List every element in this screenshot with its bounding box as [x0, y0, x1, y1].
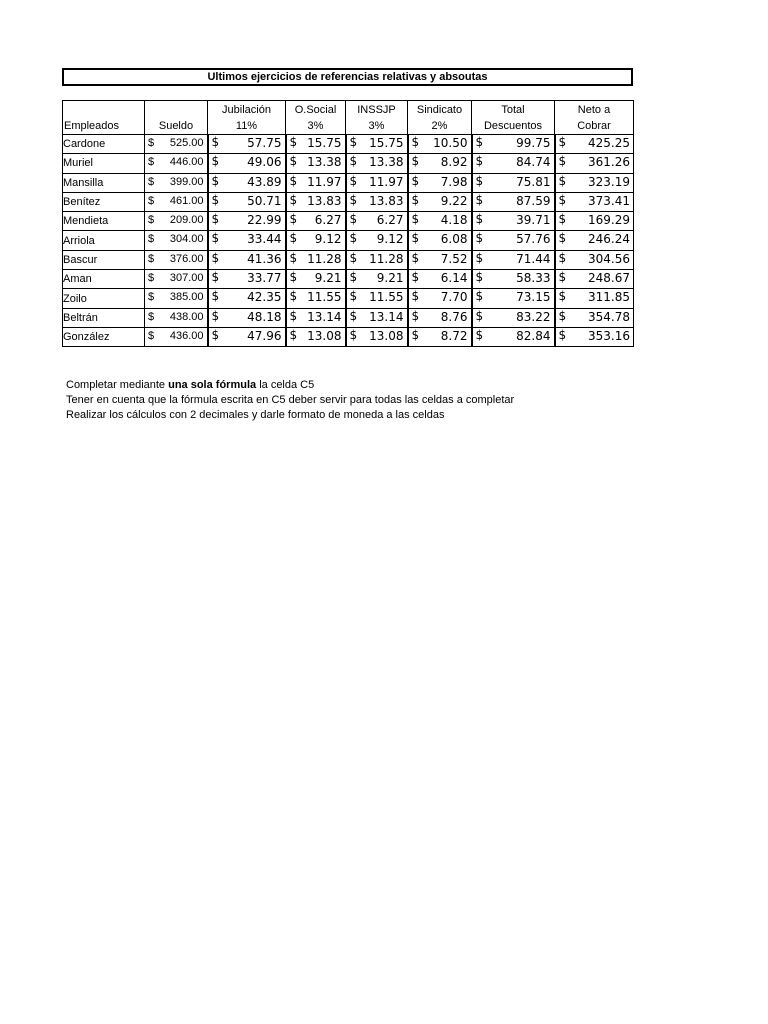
cell-osocial[interactable]: [286, 289, 346, 308]
cell-empleado[interactable]: Zoilo: [63, 289, 145, 308]
cell-empleado[interactable]: Muriel: [63, 154, 145, 173]
currency-symbol: $: [148, 310, 155, 323]
cell-value: 436.00: [169, 329, 204, 342]
currency-symbol: $: [475, 231, 484, 246]
cell-empleado[interactable]: Aman: [63, 270, 145, 289]
cell-jubilacion[interactable]: [208, 212, 286, 231]
cell-value: 8.92: [440, 155, 468, 170]
currency-symbol: $: [148, 214, 155, 227]
table-row: [63, 327, 634, 346]
cell-value: 57.76: [516, 232, 551, 247]
currency-symbol: $: [148, 175, 155, 188]
cell-value: 13.83: [369, 193, 404, 208]
cell-value: 50.71: [247, 193, 282, 208]
cell-value: 6.27: [314, 213, 342, 228]
cell-sueldo[interactable]: [145, 308, 208, 327]
currency-symbol: $: [411, 250, 420, 265]
cell-neto-cobrar[interactable]: [555, 308, 634, 327]
cell-osocial[interactable]: [286, 173, 346, 192]
cell-neto-cobrar[interactable]: [555, 154, 634, 173]
cell-sueldo[interactable]: [145, 327, 208, 346]
cell-value: 43.89: [247, 174, 282, 189]
cell-value: 304.00: [169, 233, 204, 246]
cell-value: 425.25: [588, 136, 630, 150]
cell-empleado[interactable]: Benítez: [63, 192, 145, 211]
cell-inssjp[interactable]: [346, 192, 408, 211]
cell-value: 246.24: [588, 232, 630, 247]
cell-total-descuentos[interactable]: [472, 289, 555, 308]
cell-value: 13.14: [369, 309, 404, 324]
cell-osocial[interactable]: [286, 192, 346, 211]
cell-value: 15.75: [369, 136, 404, 150]
instruction-line-2: Tener en cuenta que la fórmula escrita en C5 deber servir para todas las celdas a completar: [66, 394, 515, 406]
cell-value: 13.38: [307, 155, 342, 170]
cell-inssjp[interactable]: [346, 154, 408, 173]
currency-symbol: $: [211, 212, 220, 227]
currency-symbol: $: [211, 250, 220, 265]
cell-sueldo[interactable]: [145, 154, 208, 173]
cell-jubilacion[interactable]: [208, 270, 286, 289]
cell-total-descuentos[interactable]: [472, 173, 555, 192]
currency-symbol: $: [289, 250, 298, 265]
currency-symbol: $: [411, 231, 420, 246]
cell-value: 11.97: [307, 174, 342, 189]
cell-value: 13.08: [307, 328, 342, 343]
currency-symbol: $: [289, 231, 298, 246]
currency-symbol: $: [211, 135, 220, 149]
currency-symbol: $: [475, 308, 484, 323]
header-total-descuentos[interactable]: Total Descuentos: [472, 101, 555, 135]
cell-value: 84.74: [516, 155, 551, 170]
currency-symbol: $: [558, 250, 567, 265]
currency-symbol: $: [558, 192, 567, 207]
cell-sindicato[interactable]: [408, 192, 472, 211]
currency-symbol: $: [558, 154, 567, 169]
header-osocial[interactable]: O.Social 3%: [286, 101, 346, 135]
cell-sueldo[interactable]: [145, 270, 208, 289]
cell-sindicato[interactable]: [408, 250, 472, 269]
currency-symbol: $: [558, 289, 567, 304]
table-row: [63, 270, 634, 289]
currency-symbol: $: [211, 231, 220, 246]
cell-value: 11.97: [369, 174, 404, 189]
currency-symbol: $: [349, 154, 358, 169]
cell-total-descuentos[interactable]: [472, 327, 555, 346]
cell-value: 8.72: [440, 328, 468, 343]
header-empleados[interactable]: Empleados: [63, 101, 145, 135]
currency-symbol: $: [349, 308, 358, 323]
cell-value: 307.00: [169, 272, 204, 285]
header-sueldo[interactable]: Sueldo: [145, 101, 208, 135]
sheet-title: Ultimos ejercicios de referencias relativas y absoutas: [62, 68, 633, 86]
cell-value: 169.29: [588, 213, 630, 228]
cell-empleado[interactable]: Mansilla: [63, 173, 145, 192]
currency-symbol: $: [475, 154, 484, 169]
currency-symbol: $: [211, 154, 220, 169]
cell-value: 42.35: [247, 290, 282, 305]
currency-symbol: $: [148, 194, 155, 207]
cell-value: 33.77: [247, 271, 282, 286]
header-jubilacion[interactable]: Jubilación 11%: [208, 101, 286, 135]
cell-inssjp[interactable]: [346, 270, 408, 289]
cell-value: 304.56: [588, 251, 630, 266]
cell-sueldo[interactable]: [145, 231, 208, 250]
cell-value: 385.00: [169, 291, 204, 304]
cell-value: 33.44: [247, 232, 282, 247]
cell-value: 58.33: [516, 271, 551, 286]
cell-value: 399.00: [169, 175, 204, 188]
cell-inssjp[interactable]: [346, 135, 408, 154]
table-row: [63, 173, 634, 192]
instruction-line-3: Realizar los cálculos con 2 decimales y darle formato de moneda a las celdas: [66, 409, 445, 421]
currency-symbol: $: [558, 173, 567, 188]
cell-value: 8.76: [440, 309, 468, 324]
cell-value: 248.67: [588, 271, 630, 286]
currency-symbol: $: [349, 173, 358, 188]
cell-inssjp[interactable]: [346, 327, 408, 346]
cell-sueldo[interactable]: [145, 192, 208, 211]
cell-osocial[interactable]: [286, 154, 346, 173]
table-row: [63, 250, 634, 269]
currency-symbol: $: [148, 252, 155, 265]
cell-value: 7.98: [440, 174, 468, 189]
currency-symbol: $: [411, 192, 420, 207]
cell-value: 446.00: [169, 156, 204, 169]
cell-value: 13.38: [369, 155, 404, 170]
cell-value: 48.18: [247, 309, 282, 324]
cell-value: 461.00: [169, 194, 204, 207]
cell-value: 11.28: [307, 251, 342, 266]
currency-symbol: $: [558, 135, 567, 149]
cell-sindicato[interactable]: [408, 212, 472, 231]
cell-neto-cobrar[interactable]: [555, 135, 634, 154]
cell-value: 354.78: [588, 309, 630, 324]
cell-value: 376.00: [169, 252, 204, 265]
cell-osocial[interactable]: [286, 270, 346, 289]
cell-value: 22.99: [247, 213, 282, 228]
currency-symbol: $: [349, 231, 358, 246]
cell-value: 39.71: [516, 213, 551, 228]
currency-symbol: $: [289, 212, 298, 227]
cell-value: 361.26: [588, 155, 630, 170]
cell-sindicato[interactable]: [408, 135, 472, 154]
cell-neto-cobrar[interactable]: [555, 289, 634, 308]
cell-jubilacion[interactable]: [208, 289, 286, 308]
cell-empleado[interactable]: Cardone: [63, 135, 145, 154]
cell-osocial[interactable]: [286, 250, 346, 269]
currency-symbol: $: [411, 308, 420, 323]
cell-jubilacion[interactable]: [208, 135, 286, 154]
cell-inssjp[interactable]: [346, 173, 408, 192]
cell-empleado[interactable]: Mendieta: [63, 212, 145, 231]
currency-symbol: $: [475, 250, 484, 265]
cell-value: 41.36: [247, 251, 282, 266]
cell-jubilacion[interactable]: [208, 250, 286, 269]
currency-symbol: $: [475, 212, 484, 227]
header-sindicato[interactable]: Sindicato 2%: [408, 101, 472, 135]
cell-value: 9.21: [376, 271, 404, 286]
instruction-line-1: Completar mediante una sola fórmula la celda C5: [66, 379, 315, 391]
cell-jubilacion[interactable]: [208, 154, 286, 173]
currency-symbol: $: [211, 192, 220, 207]
cell-sindicato[interactable]: [408, 173, 472, 192]
currency-symbol: $: [475, 173, 484, 188]
cell-total-descuentos[interactable]: [472, 212, 555, 231]
cell-value: 373.41: [588, 193, 630, 208]
cell-value: 49.06: [247, 155, 282, 170]
currency-symbol: $: [211, 327, 220, 342]
currency-symbol: $: [289, 135, 298, 149]
table-row: [63, 212, 634, 231]
cell-total-descuentos[interactable]: [472, 250, 555, 269]
cell-sindicato[interactable]: [408, 154, 472, 173]
currency-symbol: $: [349, 327, 358, 342]
cell-sueldo[interactable]: [145, 212, 208, 231]
currency-symbol: $: [411, 135, 420, 149]
cell-osocial[interactable]: [286, 308, 346, 327]
currency-symbol: $: [148, 272, 155, 285]
cell-value: 7.70: [440, 290, 468, 305]
cell-empleado[interactable]: Arriola: [63, 231, 145, 250]
cell-value: 57.75: [247, 136, 282, 150]
currency-symbol: $: [349, 212, 358, 227]
cell-neto-cobrar[interactable]: [555, 192, 634, 211]
cell-value: 11.55: [307, 290, 342, 305]
table-row: [63, 192, 634, 211]
currency-symbol: $: [475, 270, 484, 285]
payroll-table: [62, 100, 634, 347]
cell-value: 15.75: [307, 136, 342, 150]
cell-value: 4.18: [440, 213, 468, 228]
currency-symbol: $: [411, 212, 420, 227]
currency-symbol: $: [289, 308, 298, 323]
table-row: [63, 154, 634, 173]
cell-value: 13.83: [307, 193, 342, 208]
cell-inssjp[interactable]: [346, 289, 408, 308]
cell-value: 9.21: [314, 271, 342, 286]
currency-symbol: $: [349, 135, 358, 149]
cell-sindicato[interactable]: [408, 231, 472, 250]
cell-jubilacion[interactable]: [208, 173, 286, 192]
currency-symbol: $: [349, 270, 358, 285]
cell-neto-cobrar[interactable]: [555, 250, 634, 269]
cell-value: 75.81: [516, 174, 551, 189]
currency-symbol: $: [148, 291, 155, 304]
cell-neto-cobrar[interactable]: [555, 327, 634, 346]
table-row: [63, 308, 634, 327]
cell-sueldo[interactable]: [145, 173, 208, 192]
currency-symbol: $: [148, 137, 155, 149]
currency-symbol: $: [211, 173, 220, 188]
currency-symbol: $: [211, 270, 220, 285]
cell-total-descuentos[interactable]: [472, 270, 555, 289]
currency-symbol: $: [211, 289, 220, 304]
cell-empleado[interactable]: González: [63, 327, 145, 346]
currency-symbol: $: [558, 308, 567, 323]
cell-value: 82.84: [516, 328, 551, 343]
currency-symbol: $: [289, 192, 298, 207]
cell-value: 9.22: [440, 193, 468, 208]
cell-value: 73.15: [516, 290, 551, 305]
currency-symbol: $: [148, 329, 155, 342]
cell-jubilacion[interactable]: [208, 327, 286, 346]
currency-symbol: $: [475, 135, 484, 149]
currency-symbol: $: [475, 327, 484, 342]
cell-osocial[interactable]: [286, 327, 346, 346]
cell-total-descuentos[interactable]: [472, 154, 555, 173]
cell-sindicato[interactable]: [408, 289, 472, 308]
currency-symbol: $: [349, 192, 358, 207]
cell-sindicato[interactable]: [408, 327, 472, 346]
currency-symbol: $: [349, 250, 358, 265]
cell-neto-cobrar[interactable]: [555, 270, 634, 289]
cell-value: 525.00: [169, 137, 204, 149]
cell-total-descuentos[interactable]: [472, 308, 555, 327]
cell-value: 87.59: [516, 193, 551, 208]
cell-value: 83.22: [516, 309, 551, 324]
cell-value: 13.14: [307, 309, 342, 324]
cell-neto-cobrar[interactable]: [555, 231, 634, 250]
cell-neto-cobrar[interactable]: [555, 212, 634, 231]
table-row: [63, 231, 634, 250]
currency-symbol: $: [558, 327, 567, 342]
cell-value: 71.44: [516, 251, 551, 266]
cell-value: 323.19: [588, 174, 630, 189]
currency-symbol: $: [558, 212, 567, 227]
cell-value: 6.27: [376, 213, 404, 228]
cell-value: 209.00: [169, 214, 204, 227]
currency-symbol: $: [211, 308, 220, 323]
header-row: [63, 101, 634, 135]
cell-neto-cobrar[interactable]: [555, 173, 634, 192]
cell-total-descuentos[interactable]: [472, 135, 555, 154]
cell-total-descuentos[interactable]: [472, 231, 555, 250]
cell-sindicato[interactable]: [408, 270, 472, 289]
cell-value: 10.50: [433, 136, 468, 150]
currency-symbol: $: [411, 270, 420, 285]
cell-value: 13.08: [369, 328, 404, 343]
cell-value: 311.85: [588, 290, 630, 305]
currency-symbol: $: [558, 270, 567, 285]
cell-value: 11.28: [369, 251, 404, 266]
cell-jubilacion[interactable]: [208, 192, 286, 211]
cell-empleado[interactable]: Beltrán: [63, 308, 145, 327]
cell-value: 47.96: [247, 328, 282, 343]
currency-symbol: $: [558, 231, 567, 246]
cell-inssjp[interactable]: [346, 231, 408, 250]
currency-symbol: $: [411, 154, 420, 169]
currency-symbol: $: [289, 289, 298, 304]
currency-symbol: $: [475, 289, 484, 304]
cell-sindicato[interactable]: [408, 308, 472, 327]
cell-inssjp[interactable]: [346, 212, 408, 231]
cell-value: 438.00: [169, 310, 204, 323]
cell-value: 9.12: [314, 232, 342, 247]
cell-inssjp[interactable]: [346, 308, 408, 327]
cell-value: 11.55: [369, 290, 404, 305]
cell-osocial[interactable]: [286, 212, 346, 231]
cell-value: 353.16: [588, 328, 630, 343]
header-inssjp[interactable]: INSSJP 3%: [346, 101, 408, 135]
cell-jubilacion[interactable]: [208, 308, 286, 327]
cell-empleado[interactable]: Bascur: [63, 250, 145, 269]
currency-symbol: $: [148, 156, 155, 169]
table-row: [63, 289, 634, 308]
currency-symbol: $: [475, 192, 484, 207]
cell-value: 7.52: [440, 251, 468, 266]
currency-symbol: $: [411, 327, 420, 342]
cell-sueldo[interactable]: [145, 135, 208, 154]
currency-symbol: $: [349, 289, 358, 304]
cell-sueldo[interactable]: [145, 250, 208, 269]
currency-symbol: $: [289, 327, 298, 342]
cell-value: 99.75: [516, 136, 551, 150]
currency-symbol: $: [411, 289, 420, 304]
cell-jubilacion[interactable]: [208, 231, 286, 250]
cell-value: 6.08: [440, 232, 468, 247]
cell-osocial[interactable]: [286, 231, 346, 250]
cell-value: 9.12: [376, 232, 404, 247]
instructions: [66, 378, 514, 423]
cell-inssjp[interactable]: [346, 250, 408, 269]
currency-symbol: $: [411, 173, 420, 188]
table-row: [63, 135, 634, 154]
currency-symbol: $: [148, 233, 155, 246]
cell-osocial[interactable]: [286, 135, 346, 154]
header-neto-cobrar[interactable]: Neto a Cobrar: [555, 101, 634, 135]
cell-value: 6.14: [440, 271, 468, 286]
currency-symbol: $: [289, 173, 298, 188]
currency-symbol: $: [289, 270, 298, 285]
cell-sueldo[interactable]: [145, 289, 208, 308]
cell-total-descuentos[interactable]: [472, 192, 555, 211]
currency-symbol: $: [289, 154, 298, 169]
